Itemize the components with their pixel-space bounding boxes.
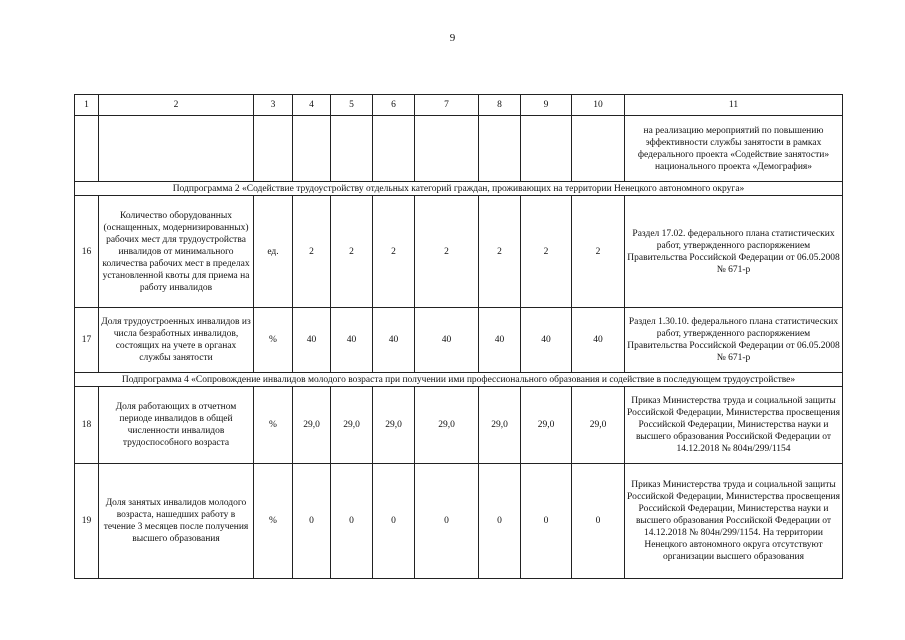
header-row	[75, 95, 843, 116]
table-row	[75, 308, 843, 373]
source-cell: Раздел 17.02. федерального плана статистических работ, утвержденного распоряжением Правительства Российской Федерации от 06.05.2008 № 671-р	[625, 196, 843, 308]
indicators-table	[74, 94, 843, 579]
header-cell: 9	[521, 95, 572, 116]
subprogram-row	[75, 373, 843, 387]
value-cell: 0	[373, 464, 415, 579]
continuation-row	[75, 116, 843, 182]
value-cell: 2	[479, 196, 521, 308]
value-cell: 0	[479, 464, 521, 579]
unit-cell: %	[254, 308, 293, 373]
subprogram-2-title: Подпрограмма 2 «Содействие трудоустройству отдельных категорий граждан, проживающих на территории Ненецкого автономного округа»	[75, 182, 843, 196]
value-cell: 2	[373, 196, 415, 308]
row-number: 16	[75, 196, 99, 308]
value-cell: 40	[415, 308, 479, 373]
value-cell: 0	[415, 464, 479, 579]
value-cell: 40	[479, 308, 521, 373]
page-number: 9	[449, 32, 456, 44]
row-number: 18	[75, 387, 99, 464]
value-cell: 2	[415, 196, 479, 308]
source-cell: Раздел 1.30.10. федерального плана статистических работ, утвержденного распоряжением Правительства Российской Федерации от 06.05.2008 № 671-р	[625, 308, 843, 373]
value-cell: 0	[572, 464, 625, 579]
value-cell: 29,0	[415, 387, 479, 464]
value-cell: 2	[331, 196, 373, 308]
value-cell: 0	[331, 464, 373, 579]
table-row	[75, 387, 843, 464]
header-cell: 6	[373, 95, 415, 116]
value-cell: 40	[572, 308, 625, 373]
header-cell: 2	[99, 95, 254, 116]
value-cell: 40	[373, 308, 415, 373]
value-cell: 29,0	[521, 387, 572, 464]
subprogram-row	[75, 182, 843, 196]
header-cell: 5	[331, 95, 373, 116]
indicator-cell: Количество оборудованных (оснащенных, модернизированных) рабочих мест для трудоустройства инвалидов от минимального количества рабочих мест в пределах установленной квоты для приема на работу инвалидов	[99, 196, 254, 308]
header-cell: 7	[415, 95, 479, 116]
source-cell: Приказ Министерства труда и социальной защиты Российской Федерации, Министерства просвещения Российской Федерации, Министерства науки и высшего образования Российской Федерации от 14.12.2018 № 804н/299/1154	[625, 387, 843, 464]
header-cell: 8	[479, 95, 521, 116]
indicator-cell: Доля трудоустроенных инвалидов из числа безработных инвалидов, состоящих на учете в органах службы занятости	[99, 308, 254, 373]
value-cell: 29,0	[293, 387, 331, 464]
header-cell: 11	[625, 95, 843, 116]
value-cell: 29,0	[572, 387, 625, 464]
source-cell: на реализацию мероприятий по повышению эффективности службы занятости в рамках федерального проекта «Содействие занятости» национального проекта «Демография»	[625, 116, 843, 182]
header-cell: 1	[75, 95, 99, 116]
header-cell: 3	[254, 95, 293, 116]
header-cell: 10	[572, 95, 625, 116]
unit-cell: %	[254, 464, 293, 579]
table-row	[75, 196, 843, 308]
value-cell: 29,0	[373, 387, 415, 464]
value-cell: 40	[293, 308, 331, 373]
indicator-cell: Доля работающих в отчетном периоде инвалидов в общей численности инвалидов трудоспособного возраста	[99, 387, 254, 464]
unit-cell: %	[254, 387, 293, 464]
indicator-cell: Доля занятых инвалидов молодого возраста, нашедших работу в течение 3 месяцев после получения высшего образования	[99, 464, 254, 579]
value-cell: 0	[293, 464, 331, 579]
value-cell: 2	[293, 196, 331, 308]
row-number: 19	[75, 464, 99, 579]
value-cell: 2	[572, 196, 625, 308]
header-cell: 4	[293, 95, 331, 116]
value-cell: 40	[521, 308, 572, 373]
unit-cell: ед.	[254, 196, 293, 308]
value-cell: 0	[521, 464, 572, 579]
table-row	[75, 464, 843, 579]
subprogram-4-title: Подпрограмма 4 «Сопровождение инвалидов молодого возраста при получении ими профессионального образования и содействие в последующем трудоустройстве»	[75, 373, 843, 387]
row-number: 17	[75, 308, 99, 373]
value-cell: 29,0	[331, 387, 373, 464]
source-cell: Приказ Министерства труда и социальной защиты Российской Федерации, Министерства просвещения Российской Федерации, Министерства науки и высшего образования Российской Федерации от 14.12.2018 № 804н/299/1154. На территории Ненецкого автономного округа отсутствуют организации высшего образования	[625, 464, 843, 579]
value-cell: 40	[331, 308, 373, 373]
value-cell: 29,0	[479, 387, 521, 464]
value-cell: 2	[521, 196, 572, 308]
